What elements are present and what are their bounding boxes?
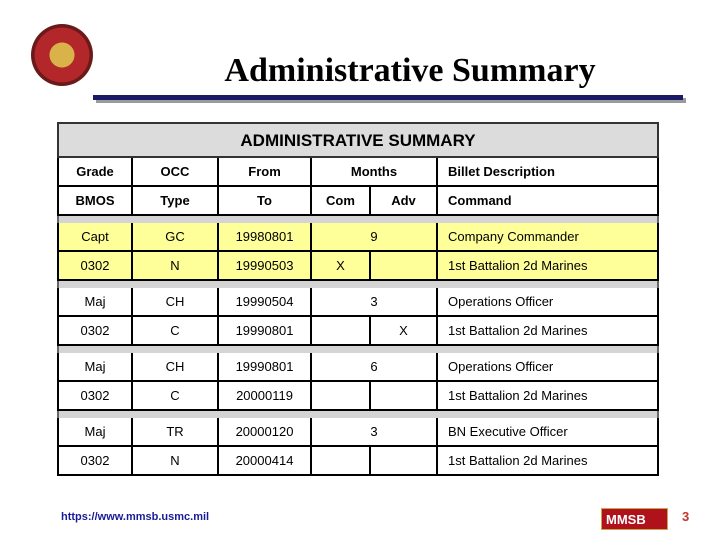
- grade-cell: Capt: [59, 223, 133, 250]
- table-row: [57, 252, 659, 281]
- table-heading: ADMINISTRATIVE SUMMARY: [57, 122, 659, 158]
- group-separator: [57, 346, 659, 353]
- command-cell: 1st Battalion 2d Marines: [448, 258, 588, 273]
- group-separator: [57, 281, 659, 288]
- col-bmos: BMOS: [59, 187, 133, 214]
- col-months: Months: [312, 158, 438, 185]
- col-to: To: [219, 187, 312, 214]
- grade-cell: Maj: [59, 418, 133, 445]
- group-separator: [57, 411, 659, 418]
- occ-cell: TR: [133, 418, 219, 445]
- page-number: 3: [682, 509, 690, 524]
- months-cell: 9: [312, 223, 438, 250]
- adv-cell: [371, 252, 438, 279]
- command-cell: 1st Battalion 2d Marines: [448, 323, 588, 338]
- table-row: [57, 288, 659, 317]
- from-cell: 20000120: [219, 418, 312, 445]
- header-row-2: [57, 187, 659, 216]
- table-row: [57, 382, 659, 411]
- col-com: Com: [312, 187, 371, 214]
- bmos-cell: 0302: [59, 382, 133, 409]
- col-from: From: [219, 158, 312, 185]
- com-cell: X: [312, 252, 371, 279]
- billet-cell: Operations Officer: [448, 359, 554, 374]
- command-cell: 1st Battalion 2d Marines: [448, 453, 588, 468]
- to-cell: 20000119: [219, 382, 312, 409]
- table-row: [57, 317, 659, 346]
- col-command: Command: [448, 193, 512, 208]
- table-row: [57, 447, 659, 476]
- usmc-seal-logo: [31, 24, 93, 86]
- col-grade: Grade: [59, 158, 133, 185]
- col-occ: OCC: [133, 158, 219, 185]
- col-type: Type: [133, 187, 219, 214]
- from-cell: 19990801: [219, 353, 312, 380]
- grade-cell: Maj: [59, 288, 133, 315]
- from-cell: 19990504: [219, 288, 312, 315]
- grade-cell: Maj: [59, 353, 133, 380]
- to-cell: 19990503: [219, 252, 312, 279]
- from-cell: 19980801: [219, 223, 312, 250]
- admin-summary-table: [57, 122, 659, 476]
- website-link[interactable]: https://www.mmsb.usmc.mil: [61, 511, 210, 523]
- group-separator: [57, 216, 659, 223]
- occ-cell: CH: [133, 353, 219, 380]
- occ-cell: GC: [133, 223, 219, 250]
- bmos-cell: 0302: [59, 447, 133, 474]
- mmsb-logo: MMSB: [601, 508, 668, 530]
- command-cell: 1st Battalion 2d Marines: [448, 388, 588, 403]
- com-cell: [312, 317, 371, 344]
- occ-cell: CH: [133, 288, 219, 315]
- billet-cell: BN Executive Officer: [448, 424, 568, 439]
- type-cell: N: [133, 252, 219, 279]
- adv-cell: X: [371, 317, 438, 344]
- col-billet: Billet Description: [448, 164, 555, 179]
- billet-cell: Operations Officer: [448, 294, 554, 309]
- billet-cell: Company Commander: [448, 229, 579, 244]
- title-underline: [93, 95, 683, 100]
- to-cell: 20000414: [219, 447, 312, 474]
- table-row: [57, 418, 659, 447]
- table-row: [57, 223, 659, 252]
- com-cell: [312, 447, 371, 474]
- months-cell: 6: [312, 353, 438, 380]
- adv-cell: [371, 447, 438, 474]
- type-cell: N: [133, 447, 219, 474]
- type-cell: C: [133, 317, 219, 344]
- page-title: Administrative Summary: [224, 52, 596, 89]
- col-adv: Adv: [371, 187, 438, 214]
- months-cell: 3: [312, 418, 438, 445]
- months-cell: 3: [312, 288, 438, 315]
- to-cell: 19990801: [219, 317, 312, 344]
- bmos-cell: 0302: [59, 252, 133, 279]
- type-cell: C: [133, 382, 219, 409]
- com-cell: [312, 382, 371, 409]
- adv-cell: [371, 382, 438, 409]
- header-row-1: [57, 158, 659, 187]
- bmos-cell: 0302: [59, 317, 133, 344]
- table-row: [57, 353, 659, 382]
